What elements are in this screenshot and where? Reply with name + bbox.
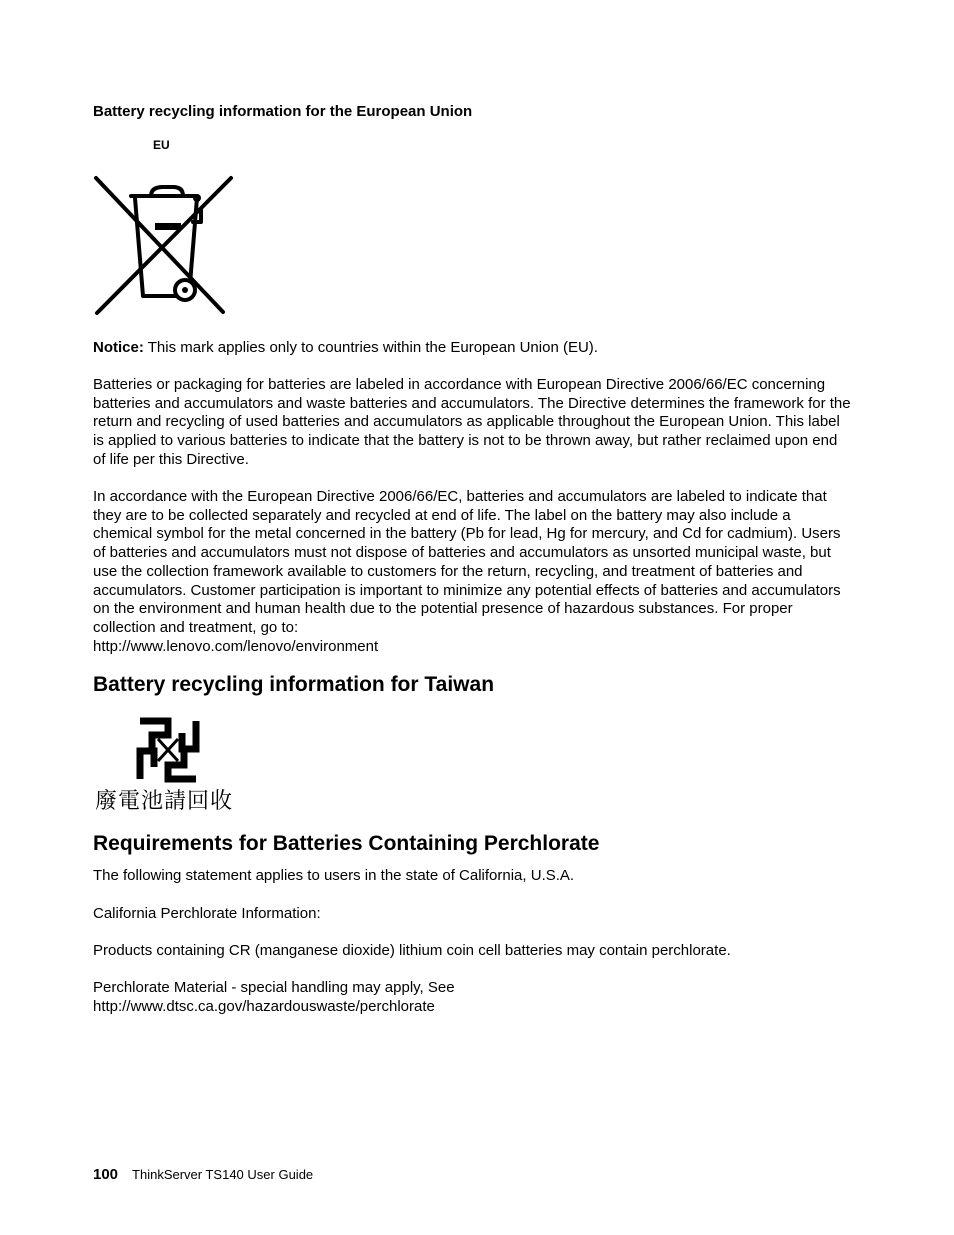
dtsc-perchlorate-link[interactable]: http://www.dtsc.ca.gov/hazardouswaste/perchlorate: [93, 997, 435, 1015]
perchlorate-line-3: Products containing CR (manganese dioxide) lithium coin cell batteries may contain perchlorate.: [93, 942, 731, 959]
page-number: 100: [93, 1166, 119, 1183]
eu-paragraph-2-text: In accordance with the European Directive 2006/66/EC, batteries and accumulators are labeled to indicate that they are to be collected separately and recycled at end of life. The label on the battery may also include a chemical symbol for the metal concerned in the battery (Pb for lead, Hg for mercury, and Cd for cadmium). Users of batteries and accumulators must not dispose of batteries and accumulators as unsorted municipal waste, but use the collection framework available to customers for the return, recycling, and treatment of batteries and accumulators. Customer participation is important to minimize any potential effects of batteries and accumulators on the environment and human health due to the potential presence of hazardous substances. For proper collection and treatment, go to:: [93, 488, 841, 636]
perchlorate-section-heading: Requirements for Batteries Containing Perchlorate: [93, 832, 600, 855]
page-footer: [93, 1166, 313, 1183]
taiwan-section-heading: Battery recycling information for Taiwan: [93, 673, 495, 696]
perchlorate-handling-text: Perchlorate Material - special handling may apply, See: [93, 979, 455, 996]
crossed-bin-icon: [93, 172, 235, 318]
perchlorate-line-2: California Perchlorate Information:: [93, 905, 321, 922]
taiwan-recycle-icon: [132, 715, 204, 785]
perchlorate-line-1: The following statement applies to users in the state of California, U.S.A.: [93, 867, 575, 884]
notice-label: Notice:: [93, 339, 144, 356]
taiwan-recycle-text: 廢電池請回收: [95, 789, 234, 814]
lenovo-environment-link[interactable]: http://www.lenovo.com/lenovo/environment: [93, 637, 379, 655]
eu-section-heading: Battery recycling information for the European Union: [93, 103, 473, 120]
eu-symbol-label: EU: [153, 138, 170, 152]
eu-paragraph-2: [93, 488, 853, 656]
eu-paragraph-1: Batteries or packaging for batteries are labeled in accordance with European Directive 2006/66/EC concerning batteries and accumulators and waste batteries and accumulators. The Directive determines the framework for the return and recycling of used batteries and accumulators as applicable throughout the European Union. This label is applied to various batteries to indicate that the battery is not to be thrown away, but rather reclaimed upon end of life per this Directive.: [93, 376, 851, 468]
document-title: ThinkServer TS140 User Guide: [132, 1167, 314, 1182]
perchlorate-line-4: [93, 979, 853, 1016]
notice-text: This mark applies only to countries within the European Union (EU).: [143, 339, 598, 356]
eu-notice: [93, 339, 853, 358]
